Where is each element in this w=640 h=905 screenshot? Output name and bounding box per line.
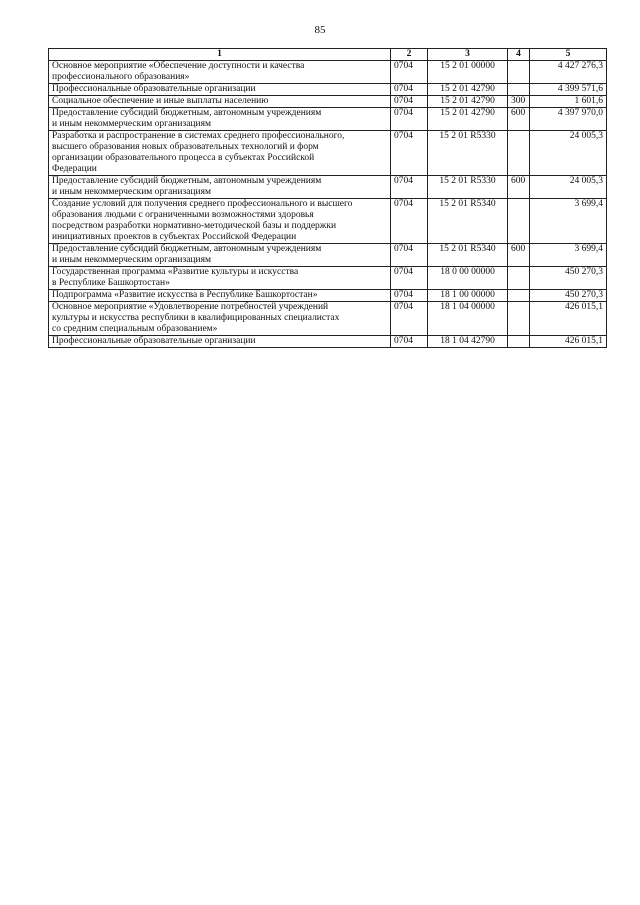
row-section-code: 0704 [391, 84, 428, 96]
row-expense-type: 600 [508, 244, 530, 267]
row-amount: 24 005,3 [530, 176, 607, 199]
row-section-code: 0704 [391, 290, 428, 302]
row-expense-type [508, 61, 530, 84]
table-row [49, 244, 607, 267]
row-target-article: 15 2 01 42790 [428, 84, 508, 96]
table-row [49, 84, 607, 96]
row-section-code: 0704 [391, 199, 428, 244]
row-section-code: 0704 [391, 176, 428, 199]
row-expense-type [508, 267, 530, 290]
row-amount: 3 699,4 [530, 244, 607, 267]
row-target-article: 18 1 04 42790 [428, 336, 508, 348]
header-cell: 2 [391, 49, 428, 61]
header-cell: 3 [428, 49, 508, 61]
row-section-code: 0704 [391, 302, 428, 336]
table-header-row [49, 49, 607, 61]
table-row [49, 199, 607, 244]
row-target-article: 15 2 01 R5330 [428, 131, 508, 176]
row-description: Разработка и распространение в системах среднего профессионального, высшего образования новых образовательных технологий и форм организации образовательного процесса в субъектах Российской Федерации [49, 131, 391, 176]
table-row [49, 302, 607, 336]
row-amount: 4 397 970,0 [530, 108, 607, 131]
header-cell: 5 [530, 49, 607, 61]
row-amount: 426 015,1 [530, 302, 607, 336]
row-target-article: 18 0 00 00000 [428, 267, 508, 290]
row-description: Социальное обеспечение и иные выплаты населению [49, 96, 391, 108]
table-row [49, 336, 607, 348]
budget-table [48, 48, 607, 348]
row-target-article: 15 2 01 00000 [428, 61, 508, 84]
header-cell: 1 [49, 49, 391, 61]
row-amount: 450 270,3 [530, 290, 607, 302]
row-expense-type [508, 84, 530, 96]
row-expense-type: 300 [508, 96, 530, 108]
row-expense-type [508, 290, 530, 302]
row-amount: 4 427 276,3 [530, 61, 607, 84]
row-amount: 1 601,6 [530, 96, 607, 108]
row-amount: 426 015,1 [530, 336, 607, 348]
row-description: Подпрограмма «Развитие искусства в Республике Башкортостан» [49, 290, 391, 302]
row-target-article: 18 1 04 00000 [428, 302, 508, 336]
row-amount: 24 005,3 [530, 131, 607, 176]
row-amount: 3 699,4 [530, 199, 607, 244]
table-row [49, 96, 607, 108]
table-row [49, 176, 607, 199]
row-target-article: 15 2 01 R5340 [428, 199, 508, 244]
row-section-code: 0704 [391, 61, 428, 84]
row-target-article: 15 2 01 42790 [428, 96, 508, 108]
row-amount: 450 270,3 [530, 267, 607, 290]
row-target-article: 15 2 01 42790 [428, 108, 508, 131]
row-description: Профессиональные образовательные организации [49, 336, 391, 348]
row-section-code: 0704 [391, 244, 428, 267]
row-description: Государственная программа «Развитие культуры и искусства в Республике Башкортостан» [49, 267, 391, 290]
row-expense-type [508, 302, 530, 336]
row-expense-type [508, 199, 530, 244]
table-row [49, 131, 607, 176]
row-description: Основное мероприятие «Удовлетворение потребностей учреждений культуры и искусства республики в квалифицированных специалистах со средним специальным образованием» [49, 302, 391, 336]
page-number: 85 [314, 24, 326, 36]
row-section-code: 0704 [391, 108, 428, 131]
row-target-article: 18 1 00 00000 [428, 290, 508, 302]
row-section-code: 0704 [391, 96, 428, 108]
table-row [49, 108, 607, 131]
row-section-code: 0704 [391, 131, 428, 176]
row-description: Основное мероприятие «Обеспечение доступности и качества профессионального образования» [49, 61, 391, 84]
row-target-article: 15 2 01 R5330 [428, 176, 508, 199]
row-expense-type [508, 336, 530, 348]
row-amount: 4 399 571,6 [530, 84, 607, 96]
table-row [49, 290, 607, 302]
row-description: Создание условий для получения среднего профессионального и высшего образования людьми с ограниченными возможностями здоровья посредством разработки нормативно-методической базы и поддержки инициативных проектов в субъектах Российской Федерации [49, 199, 391, 244]
row-description: Профессиональные образовательные организации [49, 84, 391, 96]
row-target-article: 15 2 01 R5340 [428, 244, 508, 267]
header-cell: 4 [508, 49, 530, 61]
row-expense-type: 600 [508, 176, 530, 199]
row-expense-type: 600 [508, 108, 530, 131]
row-section-code: 0704 [391, 336, 428, 348]
row-description: Предоставление субсидий бюджетным, автономным учреждениям и иным некоммерческим организациям [49, 244, 391, 267]
row-section-code: 0704 [391, 267, 428, 290]
row-description: Предоставление субсидий бюджетным, автономным учреждениям и иным некоммерческим организациям [49, 176, 391, 199]
row-description: Предоставление субсидий бюджетным, автономным учреждениям и иным некоммерческим организациям [49, 108, 391, 131]
table-row [49, 267, 607, 290]
row-expense-type [508, 131, 530, 176]
table-row [49, 61, 607, 84]
